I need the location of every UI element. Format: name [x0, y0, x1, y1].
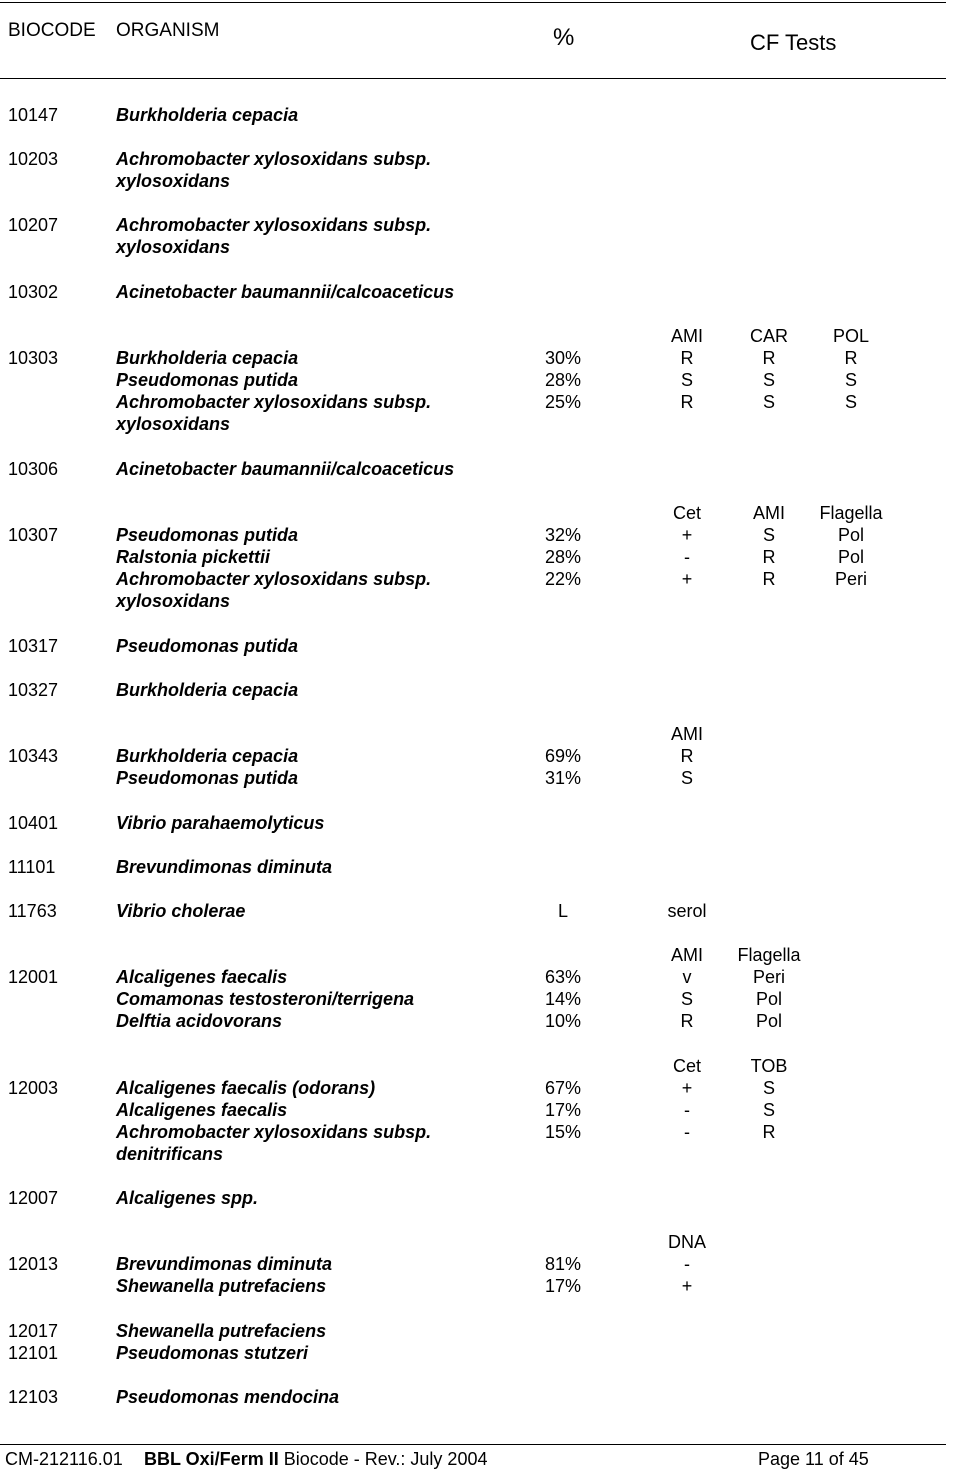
organism-name: Pseudomonas putida [116, 768, 299, 788]
group-code: 12017 [8, 1321, 59, 1341]
organism-name: Pseudomonas putida [116, 636, 299, 656]
organism-name: Ralstonia pickettii [116, 547, 271, 567]
organism-name-cont: xylosoxidans [116, 171, 231, 191]
organism-name: Brevundimonas diminuta [116, 857, 333, 877]
test-result: S [680, 768, 693, 788]
test-header: TOB [750, 1056, 788, 1076]
organism-percent: 17% [544, 1276, 582, 1296]
header-cf-tests: CF Tests [750, 30, 837, 55]
organism-name: Vibrio cholerae [116, 901, 246, 921]
group-code: 10317 [8, 636, 59, 656]
group-code: 10401 [8, 813, 59, 833]
footer-rule [0, 1444, 946, 1445]
organism-name: Achromobacter xylosoxidans subsp. [116, 392, 432, 412]
organism-percent: 67% [544, 1078, 582, 1098]
group-code: 12013 [8, 1254, 59, 1274]
test-result: R [762, 348, 776, 368]
test-result: + [681, 1276, 693, 1296]
organism-percent: 25% [544, 392, 582, 412]
organism-name: Pseudomonas putida [116, 370, 299, 390]
group-code: 11763 [8, 901, 57, 921]
group-code: 12007 [8, 1188, 59, 1208]
test-header: AMI [670, 724, 703, 744]
test-header: Flagella [737, 945, 801, 965]
organism-name: Brevundimonas diminuta [116, 1254, 333, 1274]
organism-name-cont: xylosoxidans [116, 237, 231, 257]
test-result: R [680, 746, 694, 766]
organism-name: Achromobacter xylosoxidans subsp. [116, 149, 432, 169]
organism-name: Vibrio parahaemolyticus [116, 813, 325, 833]
footer-page-number: Page 11 of 45 [758, 1449, 869, 1469]
header-organism: ORGANISM [116, 20, 220, 41]
test-result: - [684, 1100, 690, 1120]
group-code: 10343 [8, 746, 59, 766]
test-result: serol [667, 901, 707, 921]
group-code: 12101 [8, 1343, 59, 1363]
test-result: + [681, 525, 693, 545]
group-code: 10306 [8, 459, 59, 479]
group-code: 12001 [8, 967, 59, 987]
test-result: R [762, 569, 776, 589]
test-header: CAR [749, 326, 788, 346]
organism-name: Shewanella putrefaciens [116, 1321, 327, 1341]
test-result: Peri [834, 569, 867, 589]
test-result: S [680, 370, 693, 390]
test-result: S [844, 392, 857, 412]
group-code: 10207 [8, 215, 59, 235]
test-header: DNA [667, 1232, 706, 1252]
test-header: POL [832, 326, 870, 346]
organism-name: Comamonas testosteroni/terrigena [116, 989, 415, 1009]
group-code: 12003 [8, 1078, 59, 1098]
test-result: Pol [755, 989, 782, 1009]
organism-percent: 63% [544, 967, 582, 987]
organism-name-cont: xylosoxidans [116, 591, 231, 611]
test-result: S [762, 392, 775, 412]
group-code: 10307 [8, 525, 59, 545]
test-header: Flagella [819, 503, 883, 523]
organism-percent: 10% [544, 1011, 582, 1031]
test-result: S [844, 370, 857, 390]
test-result: - [684, 1122, 690, 1142]
organism-name: Shewanella putrefaciens [116, 1276, 327, 1296]
group-code: 10303 [8, 348, 59, 368]
test-result: v [682, 967, 692, 987]
test-result: Pol [837, 525, 864, 545]
group-code: 10302 [8, 282, 59, 302]
group-code: 11101 [8, 857, 56, 877]
test-result: - [684, 547, 690, 567]
organism-name: Pseudomonas mendocina [116, 1387, 340, 1407]
header-percent: % [553, 24, 575, 51]
organism-percent: 28% [544, 547, 582, 567]
organism-name: Acinetobacter baumannii/calcoaceticus [116, 282, 455, 302]
organism-name: Burkholderia cepacia [116, 680, 299, 700]
organism-percent: 15% [544, 1122, 582, 1142]
test-result: R [762, 547, 776, 567]
organism-name-cont: xylosoxidans [116, 414, 231, 434]
test-result: R [762, 1122, 776, 1142]
organism-name: Alcaligenes faecalis (odorans) [116, 1078, 376, 1098]
organism-name: Burkholderia cepacia [116, 348, 299, 368]
test-result: + [681, 569, 693, 589]
organism-name: Delftia acidovorans [116, 1011, 283, 1031]
group-code: 10147 [8, 105, 59, 125]
group-code: 12103 [8, 1387, 59, 1407]
organism-percent: 69% [544, 746, 582, 766]
organism-name: Pseudomonas stutzeri [116, 1343, 309, 1363]
test-result: S [680, 989, 693, 1009]
organism-percent: 14% [544, 989, 582, 1009]
test-header: AMI [670, 945, 703, 965]
organism-percent: 17% [544, 1100, 582, 1120]
test-result: R [680, 1011, 694, 1031]
group-code: 10203 [8, 149, 59, 169]
test-result: - [684, 1254, 690, 1274]
test-result: S [762, 1100, 775, 1120]
organism-name: Achromobacter xylosoxidans subsp. [116, 1122, 432, 1142]
top-rule [0, 2, 946, 3]
footer-doc-id: CM-212116.01 [5, 1449, 123, 1469]
test-result: R [844, 348, 858, 368]
organism-percent: 30% [544, 348, 582, 368]
organism-name: Alcaligenes faecalis [116, 1100, 288, 1120]
test-result: Pol [837, 547, 864, 567]
header-biocode: BIOCODE [8, 20, 96, 41]
organism-name-cont: denitrificans [116, 1144, 224, 1164]
test-result: + [681, 1078, 693, 1098]
organism-name: Acinetobacter baumannii/calcoaceticus [116, 459, 455, 479]
organism-percent: L [557, 901, 568, 921]
organism-name: Burkholderia cepacia [116, 746, 299, 766]
organism-name: Burkholderia cepacia [116, 105, 299, 125]
organism-percent: 31% [544, 768, 582, 788]
organism-name: Achromobacter xylosoxidans subsp. [116, 569, 432, 589]
organism-name: Pseudomonas putida [116, 525, 299, 545]
organism-percent: 28% [544, 370, 582, 390]
test-result: Peri [752, 967, 785, 987]
organism-name: Alcaligenes spp. [116, 1188, 259, 1208]
test-result: R [680, 348, 694, 368]
organism-percent: 81% [544, 1254, 582, 1274]
test-header: AMI [670, 326, 703, 346]
test-result: S [762, 370, 775, 390]
test-result: S [762, 525, 775, 545]
footer-title: BBL Oxi/Ferm II Biocode - Rev.: July 2004 [144, 1449, 488, 1469]
header-rule [0, 78, 946, 79]
test-result: S [762, 1078, 775, 1098]
test-result: Pol [755, 1011, 782, 1031]
test-header: Cet [672, 503, 701, 523]
organism-name: Achromobacter xylosoxidans subsp. [116, 215, 432, 235]
test-header: AMI [752, 503, 785, 523]
organism-percent: 22% [544, 569, 582, 589]
group-code: 10327 [8, 680, 59, 700]
test-result: R [680, 392, 694, 412]
organism-name: Alcaligenes faecalis [116, 967, 288, 987]
organism-percent: 32% [544, 525, 582, 545]
test-header: Cet [672, 1056, 701, 1076]
